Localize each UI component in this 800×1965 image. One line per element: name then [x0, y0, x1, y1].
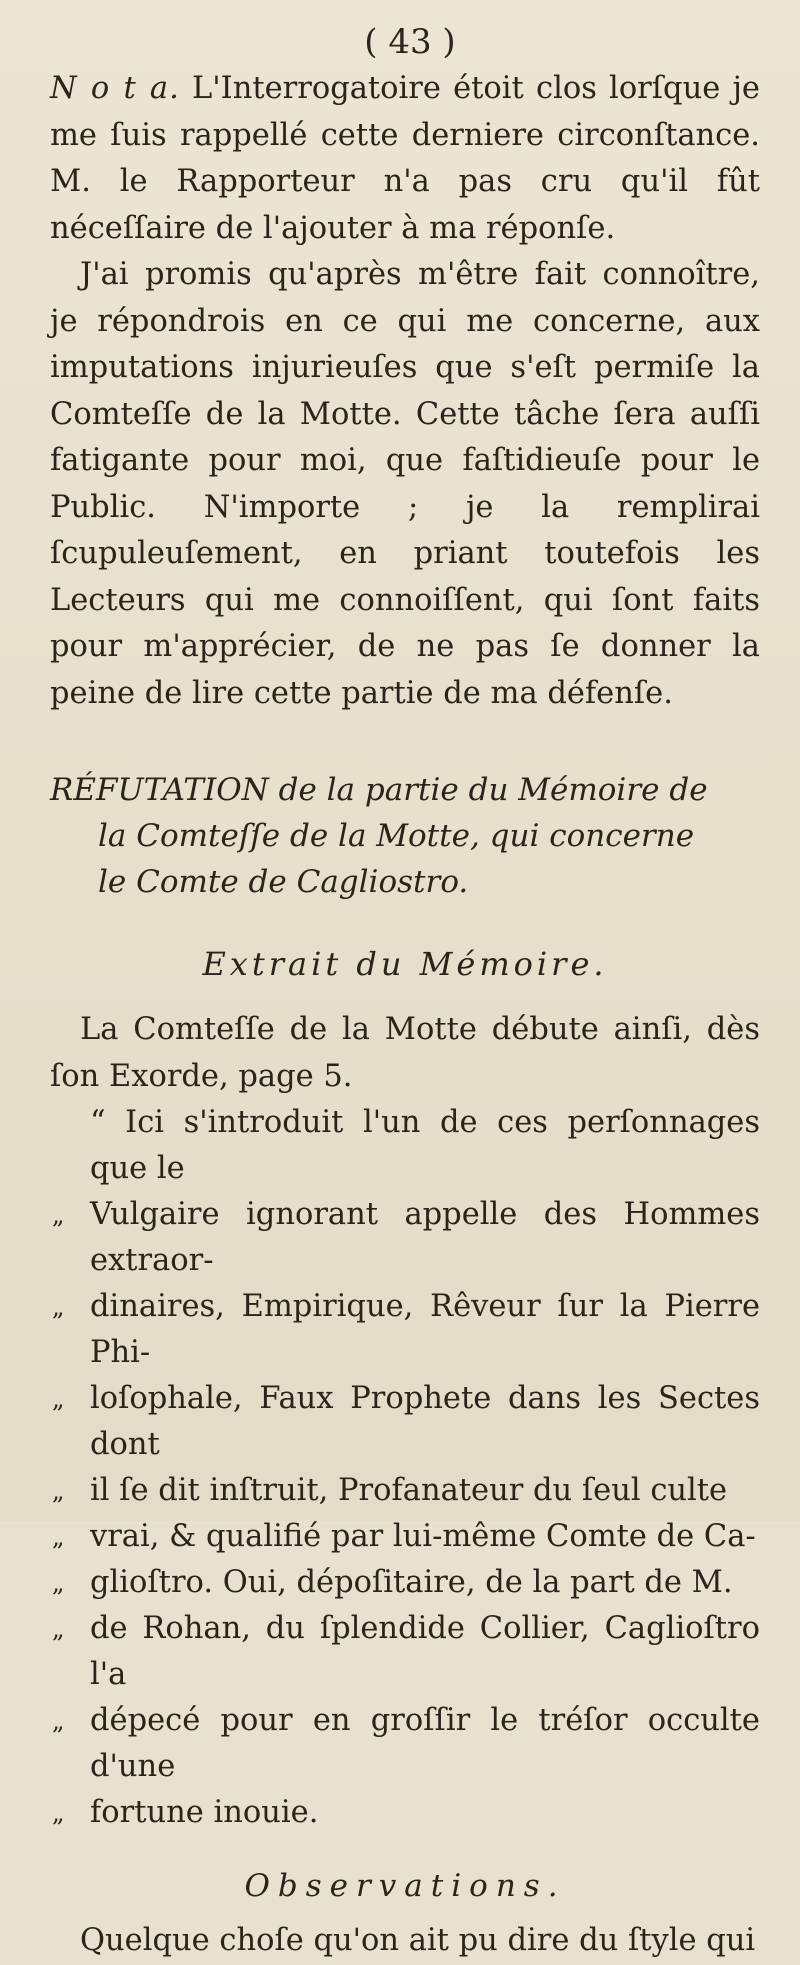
quote-line-text: dinaires, Empirique, Rêveur ſur la Pierre Phi-: [90, 1289, 760, 1370]
paragraph-exorde: La Comteſſe de la Motte débute ainſi, dès ſon Exorde, page 5.: [50, 1012, 760, 1094]
quote-line-text: vrai, & qualifié par lui-même Comte de Ca-: [90, 1519, 756, 1554]
quote-mark: „: [52, 1799, 65, 1827]
extrait-heading: Extrait du Mémoire.: [202, 945, 608, 983]
quote-line: [52, 1698, 760, 1790]
paragraph-observations-start: Quelque choſe qu'on ait pu dire du ſtyle qui: [80, 1923, 756, 1958]
quote-mark: „: [52, 1615, 65, 1643]
nota-lead: N o t a.: [50, 71, 180, 106]
quote-line-text: fortune inouie.: [90, 1795, 319, 1830]
quote-line: [52, 1468, 760, 1514]
quote-line-text: dépecé pour en groſſir le tréſor occulte d'une: [90, 1703, 760, 1784]
quote-line: [52, 1192, 760, 1284]
quote-mark: „: [52, 1477, 65, 1505]
page-number: ( 43 ): [364, 22, 456, 62]
quote-line: [52, 1790, 760, 1836]
quote-line-text: il ſe dit inſtruit, Profanateur du ſeul culte: [90, 1473, 728, 1508]
refutation-heading-line-2: la Comteſſe de la Motte, qui concerne: [98, 818, 695, 854]
quote-mark: „: [52, 1201, 65, 1229]
quote-mark: „: [52, 1707, 65, 1735]
nota-paragraph: [50, 66, 760, 252]
refutation-heading: [50, 767, 760, 905]
quote-mark: „: [52, 1569, 65, 1597]
quote-line: [52, 1560, 760, 1606]
quote-mark: „: [52, 1385, 65, 1413]
quote-line-text: Vulgaire ignorant appelle des Hommes extraor-: [90, 1197, 760, 1278]
paragraph-promise: J'ai promis qu'après m'être fait connoître, je répondrois en ce qui me concerne, aux imputations injurieuſes que s'eſt permiſe la Comteſſe de la Motte. Cette tâche ſera auſſi fatigante pour moi, que faſtidieuſe pour le Public. N'importe ; je la remplirai ſcupuleuſement, en priant toutefois les Lecteurs qui me connoiſſent, qui ſont faits pour m'apprécier, de ne pas ſe donner la peine de lire cette partie de ma défenſe.: [50, 257, 760, 711]
quote-line-text: loſophale, Faux Prophete dans les Sectes dont: [90, 1381, 760, 1462]
memoire-quotation: [50, 1100, 760, 1836]
refutation-heading-line-3: le Comte de Cagliostro.: [98, 864, 469, 900]
quote-line: [52, 1284, 760, 1376]
quote-mark: „: [52, 1293, 65, 1321]
quote-mark: „: [52, 1523, 65, 1551]
refutation-heading-line-1: RÉFUTATION de la partie du Mémoire de: [50, 772, 708, 808]
observations-heading: Observations.: [244, 1868, 566, 1904]
nota-text: L'Interrogatoire étoit clos lorſque je me ſuis rappellé cette derniere circonſtance. M. le Rapporteur n'a pas cru qu'il fût néceſſaire de l'ajouter à ma réponſe.: [50, 71, 760, 246]
quote-line-text: glioſtro. Oui, dépoſitaire, de la part de M.: [90, 1565, 733, 1600]
quote-line-text: de Rohan, du ſplendide Collier, Caglioſtro l'a: [90, 1611, 760, 1692]
quote-line: [52, 1376, 760, 1468]
quote-line: [90, 1100, 760, 1192]
quote-line-text: “ Ici s'introduit l'un de ces perſonnages que le: [90, 1105, 760, 1186]
quote-line: [52, 1606, 760, 1698]
